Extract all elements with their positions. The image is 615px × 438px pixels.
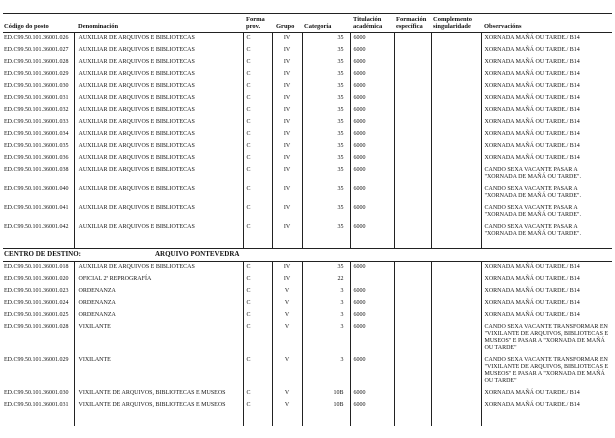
cell-grupo: V bbox=[272, 355, 302, 388]
spacer-cell bbox=[243, 412, 272, 426]
cell-complemento-singularidade bbox=[431, 261, 481, 274]
cell-categoria: 3 bbox=[302, 310, 350, 322]
cell-forma-prov: C bbox=[243, 153, 272, 165]
cell-observacions: CANDO SEXA VACANTE PASAR A "XORNADA DE MAÑÁ OU TARDE". bbox=[481, 222, 612, 241]
cell-codigo: ED.C99.50.101.36001.028 bbox=[4, 323, 69, 330]
cell-formacion-especifica bbox=[394, 45, 431, 57]
cell-formacion-especifica bbox=[394, 322, 431, 355]
cell-categoria: 22 bbox=[302, 274, 350, 286]
spacer-cell bbox=[302, 412, 350, 426]
cell-formacion-especifica bbox=[394, 286, 431, 298]
cell-forma-prov: C bbox=[243, 261, 272, 274]
cell-categoria: 35 bbox=[302, 33, 350, 46]
spacer-cell bbox=[302, 241, 350, 248]
table-row bbox=[3, 298, 612, 310]
cell-observacions: XORNADA MAÑÁ OU TARDE./ B14 bbox=[481, 400, 612, 412]
cell-complemento-singularidade bbox=[431, 310, 481, 322]
column-header-grupo bbox=[272, 14, 302, 33]
cell-codigo: ED.C99.50.101.36001.042 bbox=[4, 224, 69, 230]
cell-codigo: ED.C99.50.101.36001.038 bbox=[4, 167, 69, 173]
cell-titulacion: 6000 bbox=[350, 310, 394, 322]
table-row bbox=[3, 355, 612, 388]
cell-forma-prov: C bbox=[243, 274, 272, 286]
cell-denominacion: AUXILIAR DE ARQUIVOS E BIBLIOTECAS bbox=[74, 69, 243, 81]
cell-titulacion: 6000 bbox=[350, 388, 394, 400]
cell-categoria: 10B bbox=[302, 400, 350, 412]
cell-categoria: 35 bbox=[302, 141, 350, 153]
cell-codigo: ED.C99.50.101.36001.027 bbox=[4, 47, 69, 53]
cell-categoria: 35 bbox=[302, 165, 350, 184]
section-header-row bbox=[3, 248, 612, 261]
section-spacer-row bbox=[3, 241, 612, 248]
cell-categoria: 10B bbox=[302, 388, 350, 400]
cell-grupo: IV bbox=[272, 165, 302, 184]
cell-denominacion: VIXILANTE DE ARQUIVOS, BIBLIOTECAS E MUSEOS bbox=[74, 388, 243, 400]
cell-codigo: ED.C99.50.101.36001.035 bbox=[4, 143, 69, 149]
cell-forma-prov: C bbox=[243, 355, 272, 388]
cell-titulacion: 6000 bbox=[350, 298, 394, 310]
cell-observacions: XORNADA MAÑÁ OU TARDE./ B14 bbox=[481, 153, 612, 165]
table-row bbox=[3, 45, 612, 57]
cell-denominacion: VIXILANTE DE ARQUIVOS, BIBLIOTECAS E MUSEOS bbox=[74, 400, 243, 412]
cell-complemento-singularidade bbox=[431, 400, 481, 412]
cell-titulacion: 6000 bbox=[350, 81, 394, 93]
cell-complemento-singularidade bbox=[431, 129, 481, 141]
cell-denominacion: AUXILIAR DE ARQUIVOS E BIBLIOTECAS bbox=[74, 203, 243, 222]
cell-formacion-especifica bbox=[394, 33, 431, 46]
cell-titulacion: 6000 bbox=[350, 286, 394, 298]
cell-observacions: XORNADA MAÑÁ OU TARDE./ B14 bbox=[481, 117, 612, 129]
cell-observacions: XORNADA MAÑÁ OU TARDE./ B14 bbox=[481, 69, 612, 81]
cell-codigo: ED.C99.50.101.36001.029 bbox=[4, 71, 69, 77]
table-row bbox=[3, 310, 612, 322]
cell-codigo: ED.C99.50.101.36001.020 bbox=[4, 275, 69, 282]
cell-codigo: ED.C99.50.101.36001.034 bbox=[4, 131, 69, 137]
cell-titulacion: 6000 bbox=[350, 153, 394, 165]
cell-codigo: ED.C99.50.101.36001.024 bbox=[4, 299, 69, 306]
cell-formacion-especifica bbox=[394, 141, 431, 153]
column-header-line: Forma bbox=[246, 16, 265, 23]
cell-grupo: IV bbox=[272, 184, 302, 203]
cell-formacion-especifica bbox=[394, 93, 431, 105]
cell-categoria: 35 bbox=[302, 222, 350, 241]
cell-grupo: IV bbox=[272, 274, 302, 286]
cell-titulacion bbox=[350, 274, 394, 286]
cell-forma-prov: C bbox=[243, 141, 272, 153]
cell-complemento-singularidade bbox=[431, 355, 481, 388]
column-header-formacion-especifica bbox=[394, 14, 431, 33]
cell-forma-prov: C bbox=[243, 69, 272, 81]
cell-categoria: 35 bbox=[302, 105, 350, 117]
cell-denominacion: AUXILIAR DE ARQUIVOS E BIBLIOTECAS bbox=[74, 184, 243, 203]
cell-grupo: IV bbox=[272, 45, 302, 57]
cell-complemento-singularidade bbox=[431, 117, 481, 129]
cell-formacion-especifica bbox=[394, 57, 431, 69]
cell-titulacion: 6000 bbox=[350, 222, 394, 241]
cell-forma-prov: C bbox=[243, 222, 272, 241]
header-row bbox=[3, 14, 612, 33]
spacer-cell bbox=[74, 241, 243, 248]
positions-table bbox=[3, 13, 612, 426]
cell-codigo: ED.C99.50.101.36001.026 bbox=[4, 35, 69, 41]
cell-denominacion: AUXILIAR DE ARQUIVOS E BIBLIOTECAS bbox=[74, 141, 243, 153]
section-header-cell bbox=[3, 248, 612, 261]
cell-formacion-especifica bbox=[394, 388, 431, 400]
cell-formacion-especifica bbox=[394, 153, 431, 165]
cell-complemento-singularidade bbox=[431, 388, 481, 400]
cell-categoria: 35 bbox=[302, 57, 350, 69]
table-row bbox=[3, 184, 612, 203]
table-row bbox=[3, 286, 612, 298]
cell-categoria: 3 bbox=[302, 286, 350, 298]
cell-codigo: ED.C99.50.101.36001.030 bbox=[4, 83, 69, 89]
cell-complemento-singularidade bbox=[431, 165, 481, 184]
cell-denominacion: ORDENANZA bbox=[74, 310, 243, 322]
cell-denominacion: AUXILIAR DE ARQUIVOS E BIBLIOTECAS bbox=[74, 165, 243, 184]
cell-observacions: XORNADA MAÑÁ OU TARDE./ B14 bbox=[481, 93, 612, 105]
cell-codigo: ED.C99.50.101.36001.028 bbox=[4, 59, 69, 65]
cell-forma-prov: C bbox=[243, 81, 272, 93]
cell-codigo: ED.C99.50.101.36001.040 bbox=[4, 186, 69, 192]
cell-grupo: IV bbox=[272, 222, 302, 241]
cell-titulacion: 6000 bbox=[350, 105, 394, 117]
cell-observacions: CANDO SEXA VACANTE PASAR A "XORNADA DE MAÑÁ OU TARDE". bbox=[481, 165, 612, 184]
table-row bbox=[3, 322, 612, 355]
cell-titulacion: 6000 bbox=[350, 57, 394, 69]
cell-complemento-singularidade bbox=[431, 203, 481, 222]
cell-codigo: ED.C99.50.101.36001.023 bbox=[4, 287, 69, 294]
cell-observacions: CANDO SEXA VACANTE TRANSFORMAR EN "VIXILANTE DE ARQUIVOS, BIBLIOTECAS E MUSEOS" E PASAR A "XORNADA DE MAÑÁ OU TARDE" bbox=[481, 322, 612, 355]
cell-observacions: XORNADA MAÑÁ OU TARDE./ B14 bbox=[481, 57, 612, 69]
column-header-line: Categoría bbox=[304, 23, 332, 30]
cell-grupo: V bbox=[272, 400, 302, 412]
cell-categoria: 3 bbox=[302, 355, 350, 388]
cell-forma-prov: C bbox=[243, 105, 272, 117]
cell-observacions: XORNADA MAÑÁ OU TARDE./ B14 bbox=[481, 274, 612, 286]
cell-observacions: XORNADA MAÑÁ OU TARDE./ B14 bbox=[481, 105, 612, 117]
cell-denominacion: AUXILIAR DE ARQUIVOS E BIBLIOTECAS bbox=[74, 81, 243, 93]
spacer-cell bbox=[350, 241, 394, 248]
spacer-cell bbox=[481, 241, 612, 248]
cell-formacion-especifica bbox=[394, 310, 431, 322]
column-header-observacions bbox=[481, 14, 612, 33]
cell-denominacion: VIXILANTE bbox=[74, 355, 243, 388]
cell-grupo: IV bbox=[272, 93, 302, 105]
cell-observacions: XORNADA MAÑÁ OU TARDE./ B14 bbox=[481, 141, 612, 153]
cell-complemento-singularidade bbox=[431, 322, 481, 355]
cell-complemento-singularidade bbox=[431, 298, 481, 310]
cell-forma-prov: C bbox=[243, 310, 272, 322]
cell-denominacion: AUXILIAR DE ARQUIVOS E BIBLIOTECAS bbox=[74, 222, 243, 241]
cell-denominacion: AUXILIAR DE ARQUIVOS E BIBLIOTECAS bbox=[74, 45, 243, 57]
cell-formacion-especifica bbox=[394, 222, 431, 241]
cell-codigo: ED.C99.50.101.36001.031 bbox=[4, 401, 69, 408]
cell-codigo: ED.C99.50.101.36001.033 bbox=[4, 119, 69, 125]
cell-complemento-singularidade bbox=[431, 33, 481, 46]
table-row bbox=[3, 400, 612, 412]
spacer-cell bbox=[394, 412, 431, 426]
cell-titulacion: 6000 bbox=[350, 203, 394, 222]
cell-denominacion: ORDENANZA bbox=[74, 286, 243, 298]
cell-titulacion: 6000 bbox=[350, 141, 394, 153]
table-row bbox=[3, 129, 612, 141]
cell-forma-prov: C bbox=[243, 57, 272, 69]
cell-categoria: 35 bbox=[302, 261, 350, 274]
cell-grupo: V bbox=[272, 298, 302, 310]
cell-titulacion: 6000 bbox=[350, 355, 394, 388]
cell-grupo: IV bbox=[272, 141, 302, 153]
cell-codigo: ED.C99.50.101.36001.032 bbox=[4, 107, 69, 113]
cell-grupo: IV bbox=[272, 57, 302, 69]
cell-formacion-especifica bbox=[394, 203, 431, 222]
table-row bbox=[3, 81, 612, 93]
cell-complemento-singularidade bbox=[431, 57, 481, 69]
cell-observacions: XORNADA MAÑÁ OU TARDE./ B14 bbox=[481, 388, 612, 400]
cell-categoria: 35 bbox=[302, 184, 350, 203]
cell-complemento-singularidade bbox=[431, 153, 481, 165]
column-header-categoria bbox=[302, 14, 350, 33]
column-header-line: prov. bbox=[246, 23, 261, 30]
cell-titulacion: 6000 bbox=[350, 45, 394, 57]
cell-categoria: 35 bbox=[302, 69, 350, 81]
cell-denominacion: AUXILIAR DE ARQUIVOS E BIBLIOTECAS bbox=[74, 93, 243, 105]
cell-denominacion: AUXILIAR DE ARQUIVOS E BIBLIOTECAS bbox=[74, 33, 243, 46]
cell-forma-prov: C bbox=[243, 33, 272, 46]
cell-grupo: V bbox=[272, 388, 302, 400]
column-header-denominacion bbox=[74, 14, 243, 33]
cell-complemento-singularidade bbox=[431, 184, 481, 203]
table-row bbox=[3, 93, 612, 105]
cell-observacions: XORNADA MAÑÁ OU TARDE./ B14 bbox=[481, 45, 612, 57]
cell-codigo: ED.C99.50.101.36001.030 bbox=[4, 389, 69, 396]
centro-destino-label: CENTRO DE DESTINO: bbox=[4, 249, 82, 258]
cell-denominacion: AUXILIAR DE ARQUIVOS E BIBLIOTECAS bbox=[74, 129, 243, 141]
cell-codigo: ED.C99.50.101.36001.025 bbox=[4, 311, 69, 318]
cell-titulacion: 6000 bbox=[350, 165, 394, 184]
cell-complemento-singularidade bbox=[431, 45, 481, 57]
spacer-cell bbox=[350, 412, 394, 426]
column-header-line: Titulación bbox=[353, 16, 382, 23]
cell-grupo: IV bbox=[272, 117, 302, 129]
cell-observacions: XORNADA MAÑÁ OU TARDE./ B14 bbox=[481, 310, 612, 322]
table-row bbox=[3, 153, 612, 165]
cell-complemento-singularidade bbox=[431, 105, 481, 117]
table-row bbox=[3, 57, 612, 69]
cell-denominacion: AUXILIAR DE ARQUIVOS E BIBLIOTECAS bbox=[74, 105, 243, 117]
cell-formacion-especifica bbox=[394, 400, 431, 412]
spacer-cell bbox=[431, 412, 481, 426]
cell-forma-prov: C bbox=[243, 322, 272, 355]
cell-complemento-singularidade bbox=[431, 81, 481, 93]
cell-categoria: 3 bbox=[302, 298, 350, 310]
cell-observacions: XORNADA MAÑÁ OU TARDE./ B14 bbox=[481, 81, 612, 93]
cell-grupo: IV bbox=[272, 69, 302, 81]
cell-denominacion: OFICIAL 2ª REPROGRAFÍA bbox=[74, 274, 243, 286]
table-row bbox=[3, 222, 612, 241]
spacer-cell bbox=[431, 241, 481, 248]
table-row bbox=[3, 261, 612, 274]
cell-grupo: IV bbox=[272, 261, 302, 274]
cell-denominacion: AUXILIAR DE ARQUIVOS E BIBLIOTECAS bbox=[74, 117, 243, 129]
spacer-cell bbox=[243, 241, 272, 248]
cell-codigo: ED.C99.50.101.36001.018 bbox=[4, 263, 69, 270]
cell-formacion-especifica bbox=[394, 298, 431, 310]
cell-forma-prov: C bbox=[243, 400, 272, 412]
cell-grupo: IV bbox=[272, 129, 302, 141]
cell-denominacion: ORDENANZA bbox=[74, 298, 243, 310]
cell-formacion-especifica bbox=[394, 117, 431, 129]
cell-formacion-especifica bbox=[394, 184, 431, 203]
cell-forma-prov: C bbox=[243, 286, 272, 298]
cell-categoria: 35 bbox=[302, 129, 350, 141]
cell-denominacion: AUXILIAR DE ARQUIVOS E BIBLIOTECAS bbox=[74, 57, 243, 69]
cell-titulacion: 6000 bbox=[350, 184, 394, 203]
cell-forma-prov: C bbox=[243, 184, 272, 203]
cell-formacion-especifica bbox=[394, 355, 431, 388]
spacer-cell bbox=[3, 412, 74, 426]
column-header-line: Grupo bbox=[276, 23, 295, 30]
cell-grupo: IV bbox=[272, 203, 302, 222]
cell-denominacion: AUXILIAR DE ARQUIVOS E BIBLIOTECAS bbox=[74, 153, 243, 165]
cell-formacion-especifica bbox=[394, 261, 431, 274]
cell-grupo: IV bbox=[272, 33, 302, 46]
cell-forma-prov: C bbox=[243, 117, 272, 129]
cell-formacion-especifica bbox=[394, 129, 431, 141]
cell-grupo: V bbox=[272, 286, 302, 298]
column-header-line: académica bbox=[353, 23, 383, 30]
section-spacer-row bbox=[3, 412, 612, 426]
cell-formacion-especifica bbox=[394, 81, 431, 93]
centro-destino-value: ARQUIVO PONTEVEDRA bbox=[155, 249, 240, 258]
cell-grupo: V bbox=[272, 310, 302, 322]
spacer-cell bbox=[481, 412, 612, 426]
cell-forma-prov: C bbox=[243, 165, 272, 184]
cell-titulacion: 6000 bbox=[350, 261, 394, 274]
cell-formacion-especifica bbox=[394, 69, 431, 81]
cell-codigo: ED.C99.50.101.36001.036 bbox=[4, 155, 69, 161]
cell-categoria: 35 bbox=[302, 45, 350, 57]
cell-observacions: XORNADA MAÑÁ OU TARDE./ B14 bbox=[481, 261, 612, 274]
table-row bbox=[3, 69, 612, 81]
cell-forma-prov: C bbox=[243, 298, 272, 310]
column-header-line: Observacións bbox=[484, 23, 522, 30]
cell-grupo: V bbox=[272, 322, 302, 355]
cell-titulacion: 6000 bbox=[350, 93, 394, 105]
column-header-line: Formación bbox=[396, 16, 427, 23]
cell-categoria: 35 bbox=[302, 81, 350, 93]
cell-categoria: 35 bbox=[302, 153, 350, 165]
cell-titulacion: 6000 bbox=[350, 69, 394, 81]
table-row bbox=[3, 203, 612, 222]
cell-complemento-singularidade bbox=[431, 222, 481, 241]
cell-categoria: 35 bbox=[302, 203, 350, 222]
spacer-cell bbox=[394, 241, 431, 248]
table-row bbox=[3, 388, 612, 400]
cell-formacion-especifica bbox=[394, 105, 431, 117]
column-header-codigo bbox=[3, 14, 74, 33]
table-row bbox=[3, 274, 612, 286]
cell-observacions: XORNADA MAÑÁ OU TARDE./ B14 bbox=[481, 286, 612, 298]
column-header-line: Denominación bbox=[78, 23, 119, 30]
cell-complemento-singularidade bbox=[431, 274, 481, 286]
cell-denominacion: VIXILANTE bbox=[74, 322, 243, 355]
cell-denominacion: AUXILIAR DE ARQUIVOS E BIBLIOTECAS bbox=[74, 261, 243, 274]
spacer-cell bbox=[272, 412, 302, 426]
table-row bbox=[3, 33, 612, 46]
cell-formacion-especifica bbox=[394, 165, 431, 184]
cell-titulacion: 6000 bbox=[350, 117, 394, 129]
cell-observacions: CANDO SEXA VACANTE TRANSFORMAR EN "VIXILANTE DE ARQUIVOS, BIBLIOTECAS E MUSEOS" E PASAR A "XORNADA DE MAÑÁ OU TARDE" bbox=[481, 355, 612, 388]
cell-observacions: XORNADA MAÑÁ OU TARDE./ B14 bbox=[481, 33, 612, 46]
column-header-line: específica bbox=[396, 23, 423, 30]
cell-forma-prov: C bbox=[243, 388, 272, 400]
cell-observacions: CANDO SEXA VACANTE PASAR A "XORNADA DE MAÑÁ OU TARDE". bbox=[481, 184, 612, 203]
cell-grupo: IV bbox=[272, 153, 302, 165]
column-header-line: singularidade bbox=[433, 23, 471, 30]
cell-categoria: 35 bbox=[302, 117, 350, 129]
cell-codigo: ED.C99.50.101.36001.031 bbox=[4, 95, 69, 101]
table-row bbox=[3, 141, 612, 153]
spacer-cell bbox=[272, 241, 302, 248]
cell-forma-prov: C bbox=[243, 45, 272, 57]
column-header-complemento-singularidade bbox=[431, 14, 481, 33]
cell-categoria: 35 bbox=[302, 93, 350, 105]
table-body bbox=[3, 33, 612, 426]
cell-categoria: 3 bbox=[302, 322, 350, 355]
column-header-forma-prov bbox=[243, 14, 272, 33]
table-row bbox=[3, 105, 612, 117]
cell-codigo: ED.C99.50.101.36001.041 bbox=[4, 205, 69, 211]
cell-complemento-singularidade bbox=[431, 286, 481, 298]
cell-grupo: IV bbox=[272, 105, 302, 117]
cell-titulacion: 6000 bbox=[350, 129, 394, 141]
cell-grupo: IV bbox=[272, 81, 302, 93]
cell-observacions: XORNADA MAÑÁ OU TARDE./ B14 bbox=[481, 129, 612, 141]
spacer-cell bbox=[74, 412, 243, 426]
cell-complemento-singularidade bbox=[431, 141, 481, 153]
table-row bbox=[3, 165, 612, 184]
table-row bbox=[3, 117, 612, 129]
cell-observacions: XORNADA MAÑÁ OU TARDE./ B14 bbox=[481, 298, 612, 310]
cell-formacion-especifica bbox=[394, 274, 431, 286]
cell-forma-prov: C bbox=[243, 203, 272, 222]
spacer-cell bbox=[3, 241, 74, 248]
table-header bbox=[3, 14, 612, 33]
column-header-titulacion bbox=[350, 14, 394, 33]
cell-titulacion: 6000 bbox=[350, 400, 394, 412]
column-header-line: Complemento bbox=[433, 16, 472, 23]
cell-forma-prov: C bbox=[243, 93, 272, 105]
cell-complemento-singularidade bbox=[431, 69, 481, 81]
cell-forma-prov: C bbox=[243, 129, 272, 141]
cell-titulacion: 6000 bbox=[350, 322, 394, 355]
column-header-line: Código do posto bbox=[4, 23, 49, 30]
cell-codigo: ED.C99.50.101.36001.029 bbox=[4, 356, 69, 363]
cell-titulacion: 6000 bbox=[350, 33, 394, 46]
cell-complemento-singularidade bbox=[431, 93, 481, 105]
cell-observacions: CANDO SEXA VACANTE PASAR A "XORNADA DE MAÑÁ OU TARDE". bbox=[481, 203, 612, 222]
